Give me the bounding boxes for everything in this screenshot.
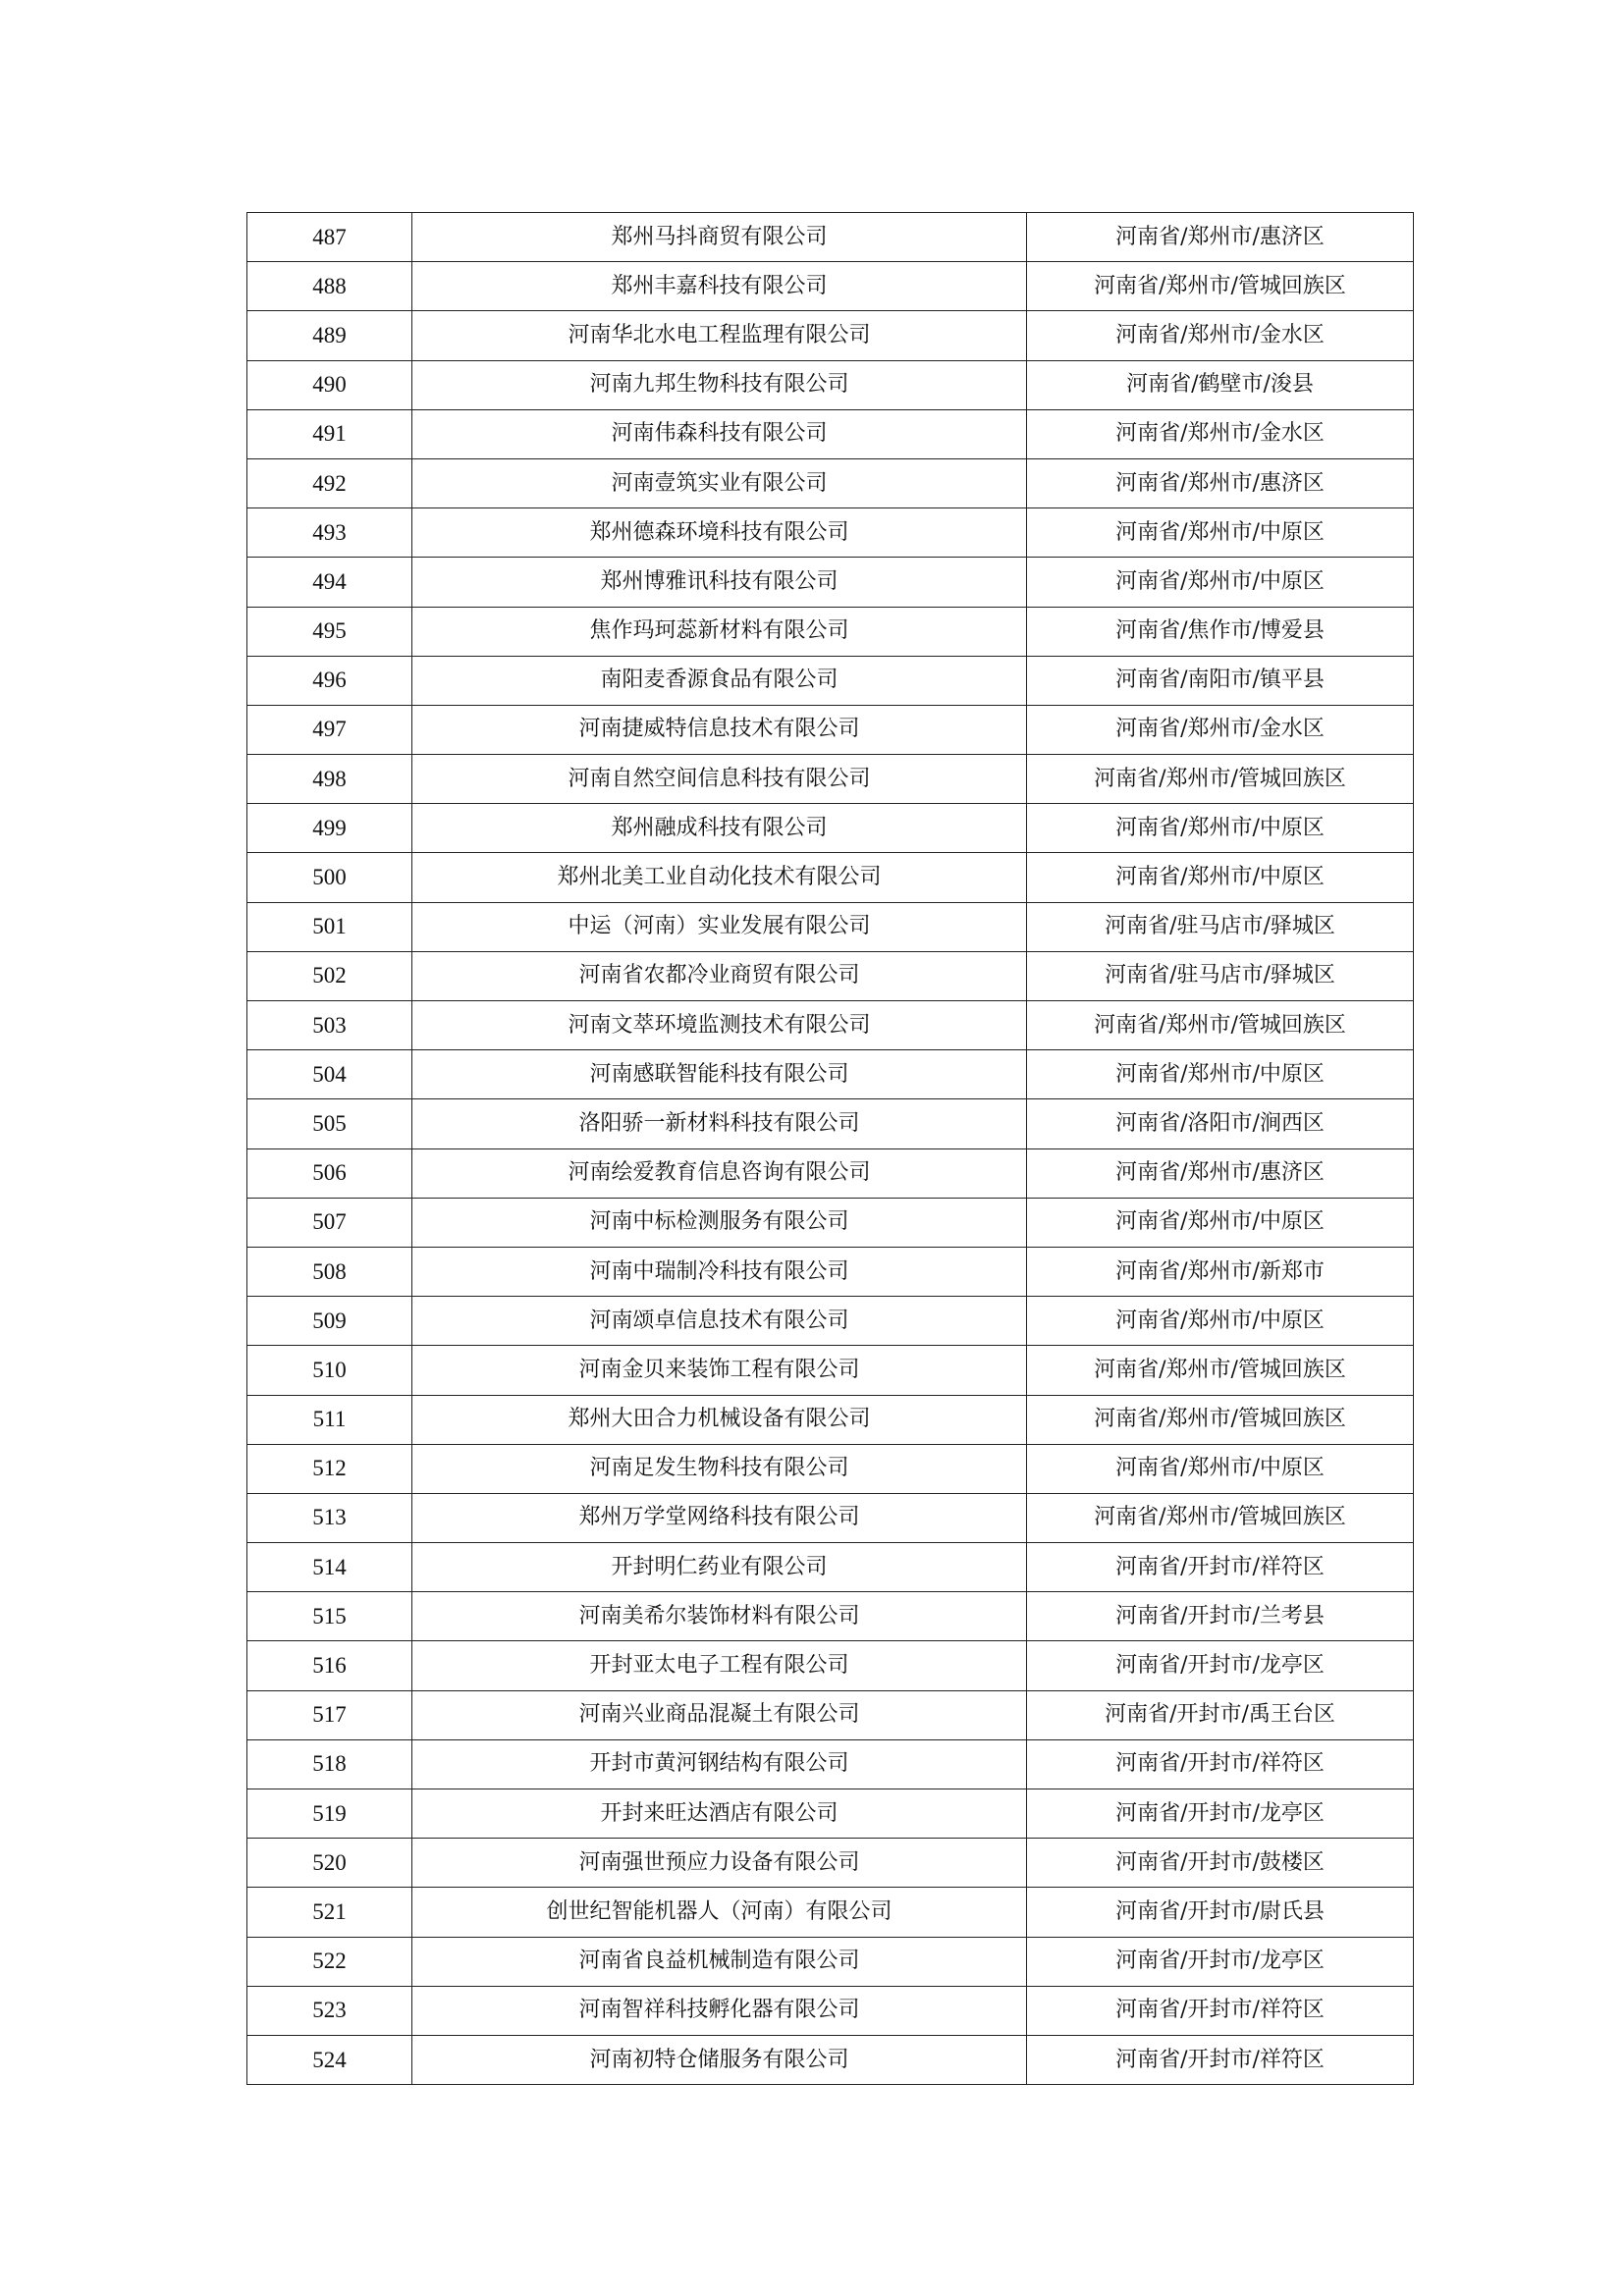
company-name: 河南足发生物科技有限公司 <box>412 1444 1027 1493</box>
row-number: 516 <box>247 1641 412 1690</box>
table-row <box>247 1099 1414 1148</box>
company-region: 河南省/郑州市/中原区 <box>1027 1050 1414 1099</box>
company-name: 郑州大田合力机械设备有限公司 <box>412 1395 1027 1444</box>
company-name: 河南初特仓储服务有限公司 <box>412 2035 1027 2084</box>
row-number: 489 <box>247 311 412 360</box>
row-number: 497 <box>247 705 412 754</box>
company-region: 河南省/开封市/尉氏县 <box>1027 1888 1414 1937</box>
company-name: 河南九邦生物科技有限公司 <box>412 360 1027 409</box>
row-number: 512 <box>247 1444 412 1493</box>
company-region: 河南省/郑州市/管城回族区 <box>1027 1346 1414 1395</box>
company-name: 河南中瑞制冷科技有限公司 <box>412 1247 1027 1296</box>
company-name: 郑州北美工业自动化技术有限公司 <box>412 853 1027 902</box>
row-number: 517 <box>247 1690 412 1739</box>
table-row <box>247 2035 1414 2084</box>
company-region: 河南省/郑州市/管城回族区 <box>1027 1395 1414 1444</box>
company-region: 河南省/驻马店市/驿城区 <box>1027 951 1414 1000</box>
company-region: 河南省/郑州市/管城回族区 <box>1027 1001 1414 1050</box>
row-number: 511 <box>247 1395 412 1444</box>
table-row <box>247 1297 1414 1346</box>
company-region: 河南省/开封市/兰考县 <box>1027 1592 1414 1641</box>
company-region: 河南省/郑州市/中原区 <box>1027 1444 1414 1493</box>
row-number: 510 <box>247 1346 412 1395</box>
table-row <box>247 902 1414 951</box>
table-row <box>247 1050 1414 1099</box>
company-name: 郑州万学堂网络科技有限公司 <box>412 1493 1027 1542</box>
company-name: 开封亚太电子工程有限公司 <box>412 1641 1027 1690</box>
company-region: 河南省/开封市/祥符区 <box>1027 1986 1414 2035</box>
company-name: 河南华北水电工程监理有限公司 <box>412 311 1027 360</box>
row-number: 515 <box>247 1592 412 1641</box>
table-row <box>247 1148 1414 1198</box>
table-row <box>247 458 1414 507</box>
company-name: 河南强世预应力设备有限公司 <box>412 1839 1027 1888</box>
table-row <box>247 311 1414 360</box>
company-name: 郑州丰嘉科技有限公司 <box>412 262 1027 311</box>
company-name: 河南壹筑实业有限公司 <box>412 458 1027 507</box>
table-row <box>247 1789 1414 1839</box>
table-row <box>247 1543 1414 1592</box>
table-row <box>247 1641 1414 1690</box>
row-number: 500 <box>247 853 412 902</box>
row-number: 520 <box>247 1839 412 1888</box>
company-name: 河南智祥科技孵化器有限公司 <box>412 1986 1027 2035</box>
table-body <box>247 213 1414 2085</box>
company-region: 河南省/开封市/祥符区 <box>1027 1739 1414 1789</box>
company-name: 河南伟森科技有限公司 <box>412 409 1027 458</box>
table-row <box>247 1444 1414 1493</box>
company-name: 河南中标检测服务有限公司 <box>412 1198 1027 1247</box>
company-name: 河南美希尔装饰材料有限公司 <box>412 1592 1027 1641</box>
company-name: 中运（河南）实业发展有限公司 <box>412 902 1027 951</box>
company-name: 郑州德森环境科技有限公司 <box>412 508 1027 558</box>
company-region: 河南省/洛阳市/涧西区 <box>1027 1099 1414 1148</box>
company-region: 河南省/郑州市/新郑市 <box>1027 1247 1414 1296</box>
row-number: 495 <box>247 607 412 656</box>
row-number: 521 <box>247 1888 412 1937</box>
table-row <box>247 409 1414 458</box>
row-number: 494 <box>247 558 412 607</box>
company-name: 河南自然空间信息科技有限公司 <box>412 755 1027 804</box>
company-name: 河南省良益机械制造有限公司 <box>412 1937 1027 1986</box>
table-row <box>247 951 1414 1000</box>
row-number: 487 <box>247 213 412 262</box>
table-row <box>247 1346 1414 1395</box>
row-number: 508 <box>247 1247 412 1296</box>
table-row <box>247 1690 1414 1739</box>
company-name: 河南绘爱教育信息咨询有限公司 <box>412 1148 1027 1198</box>
table-row <box>247 1888 1414 1937</box>
company-region: 河南省/郑州市/中原区 <box>1027 1297 1414 1346</box>
company-name: 河南金贝来装饰工程有限公司 <box>412 1346 1027 1395</box>
row-number: 490 <box>247 360 412 409</box>
row-number: 499 <box>247 804 412 853</box>
company-region: 河南省/郑州市/中原区 <box>1027 558 1414 607</box>
row-number: 502 <box>247 951 412 1000</box>
company-name: 开封明仁药业有限公司 <box>412 1543 1027 1592</box>
company-name: 创世纪智能机器人（河南）有限公司 <box>412 1888 1027 1937</box>
row-number: 493 <box>247 508 412 558</box>
table-row <box>247 804 1414 853</box>
row-number: 505 <box>247 1099 412 1148</box>
row-number: 509 <box>247 1297 412 1346</box>
row-number: 506 <box>247 1148 412 1198</box>
row-number: 488 <box>247 262 412 311</box>
row-number: 513 <box>247 1493 412 1542</box>
company-name: 河南省农都冷业商贸有限公司 <box>412 951 1027 1000</box>
company-name: 河南感联智能科技有限公司 <box>412 1050 1027 1099</box>
table-row <box>247 656 1414 705</box>
company-region: 河南省/郑州市/金水区 <box>1027 311 1414 360</box>
company-name: 开封市黄河钢结构有限公司 <box>412 1739 1027 1789</box>
company-region: 河南省/郑州市/惠济区 <box>1027 1148 1414 1198</box>
company-region: 河南省/南阳市/镇平县 <box>1027 656 1414 705</box>
row-number: 519 <box>247 1789 412 1839</box>
row-number: 524 <box>247 2035 412 2084</box>
company-region: 河南省/开封市/龙亭区 <box>1027 1641 1414 1690</box>
table-row <box>247 1937 1414 1986</box>
row-number: 498 <box>247 755 412 804</box>
company-name: 南阳麦香源食品有限公司 <box>412 656 1027 705</box>
row-number: 507 <box>247 1198 412 1247</box>
table-row <box>247 262 1414 311</box>
company-name: 郑州融成科技有限公司 <box>412 804 1027 853</box>
row-number: 496 <box>247 656 412 705</box>
company-region: 河南省/郑州市/管城回族区 <box>1027 755 1414 804</box>
table-row <box>247 360 1414 409</box>
company-name: 郑州马抖商贸有限公司 <box>412 213 1027 262</box>
company-region: 河南省/开封市/祥符区 <box>1027 2035 1414 2084</box>
row-number: 523 <box>247 1986 412 2035</box>
table-row <box>247 1592 1414 1641</box>
company-region: 河南省/郑州市/中原区 <box>1027 804 1414 853</box>
table-row <box>247 213 1414 262</box>
company-region: 河南省/郑州市/中原区 <box>1027 853 1414 902</box>
row-number: 501 <box>247 902 412 951</box>
row-number: 514 <box>247 1543 412 1592</box>
table-row <box>247 853 1414 902</box>
company-name: 河南捷威特信息技术有限公司 <box>412 705 1027 754</box>
company-name: 焦作玛珂蕊新材料有限公司 <box>412 607 1027 656</box>
table-row <box>247 755 1414 804</box>
company-name: 洛阳骄一新材料科技有限公司 <box>412 1099 1027 1148</box>
company-region: 河南省/郑州市/金水区 <box>1027 409 1414 458</box>
company-name: 开封来旺达酒店有限公司 <box>412 1789 1027 1839</box>
company-region: 河南省/开封市/龙亭区 <box>1027 1789 1414 1839</box>
row-number: 504 <box>247 1050 412 1099</box>
table-row <box>247 558 1414 607</box>
company-list-table <box>246 212 1414 2085</box>
table-row <box>247 1247 1414 1296</box>
company-region: 河南省/郑州市/管城回族区 <box>1027 1493 1414 1542</box>
table-row <box>247 508 1414 558</box>
company-name: 河南文萃环境监测技术有限公司 <box>412 1001 1027 1050</box>
company-region: 河南省/郑州市/惠济区 <box>1027 458 1414 507</box>
table-row <box>247 705 1414 754</box>
company-region: 河南省/郑州市/金水区 <box>1027 705 1414 754</box>
row-number: 492 <box>247 458 412 507</box>
company-region: 河南省/开封市/祥符区 <box>1027 1543 1414 1592</box>
company-region: 河南省/鹤壁市/浚县 <box>1027 360 1414 409</box>
table-row <box>247 1395 1414 1444</box>
table-row <box>247 1001 1414 1050</box>
row-number: 503 <box>247 1001 412 1050</box>
table-row <box>247 1198 1414 1247</box>
company-region: 河南省/开封市/鼓楼区 <box>1027 1839 1414 1888</box>
company-name: 河南兴业商品混凝土有限公司 <box>412 1690 1027 1739</box>
table-row <box>247 1839 1414 1888</box>
company-name: 郑州博雅讯科技有限公司 <box>412 558 1027 607</box>
company-region: 河南省/焦作市/博爱县 <box>1027 607 1414 656</box>
row-number: 518 <box>247 1739 412 1789</box>
company-region: 河南省/开封市/龙亭区 <box>1027 1937 1414 1986</box>
company-region: 河南省/郑州市/中原区 <box>1027 508 1414 558</box>
company-region: 河南省/郑州市/管城回族区 <box>1027 262 1414 311</box>
table-row <box>247 1739 1414 1789</box>
table-row <box>247 1986 1414 2035</box>
row-number: 491 <box>247 409 412 458</box>
company-region: 河南省/郑州市/中原区 <box>1027 1198 1414 1247</box>
company-name: 河南颂卓信息技术有限公司 <box>412 1297 1027 1346</box>
table-row <box>247 607 1414 656</box>
company-region: 河南省/开封市/禹王台区 <box>1027 1690 1414 1739</box>
table-row <box>247 1493 1414 1542</box>
company-region: 河南省/驻马店市/驿城区 <box>1027 902 1414 951</box>
row-number: 522 <box>247 1937 412 1986</box>
company-region: 河南省/郑州市/惠济区 <box>1027 213 1414 262</box>
